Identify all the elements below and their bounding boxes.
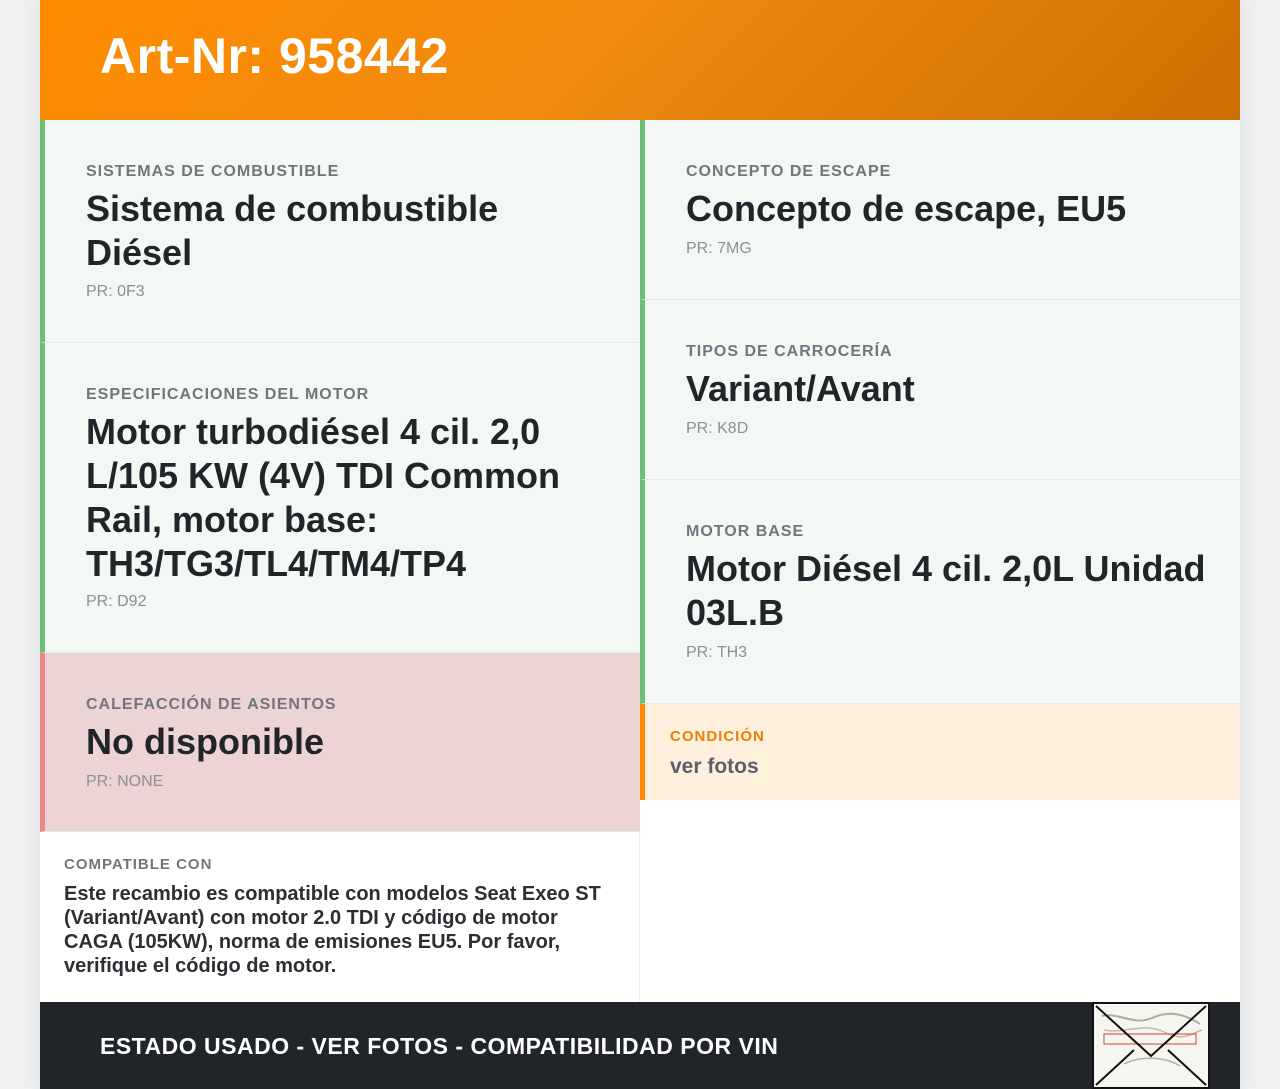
card-body-types bbox=[640, 300, 1240, 480]
card-pr-code: PR: 7MG bbox=[686, 240, 752, 257]
card-value: Motor turbodiésel 4 cil. 2,0 L/105 KW (4V) TDI Common Rail, motor base: TH3/TG3/TL4/TM4/TP4 bbox=[86, 411, 561, 584]
card-value: Concepto de escape, EU5 bbox=[686, 188, 1127, 229]
card-seat-heating bbox=[40, 653, 640, 832]
article-number-title: Art-Nr: 958442 bbox=[100, 28, 449, 84]
card-label: CONCEPTO DE ESCAPE bbox=[686, 163, 892, 180]
card-engine-specs bbox=[40, 343, 640, 653]
card-value: Variant/Avant bbox=[686, 368, 915, 409]
card-label: SISTEMAS DE COMBUSTIBLE bbox=[86, 163, 340, 180]
card-pr-code: PR: D92 bbox=[86, 593, 147, 610]
card-label: ESPECIFICACIONES DEL MOTOR bbox=[86, 386, 370, 403]
condition-value: ver fotos bbox=[670, 755, 759, 778]
header-bar bbox=[40, 0, 1240, 120]
condition-label: CONDICIÓN bbox=[670, 728, 765, 745]
envelope-photo-icon bbox=[1094, 1004, 1208, 1087]
envelope-photo-thumbnail-icon[interactable] bbox=[1092, 1002, 1210, 1089]
card-pr-code: PR: K8D bbox=[686, 420, 749, 437]
card-pr-code: PR: 0F3 bbox=[86, 283, 145, 300]
card-label: CALEFACCIÓN DE ASIENTOS bbox=[86, 696, 337, 713]
compatibility-section bbox=[40, 832, 640, 1002]
card-exhaust-concept bbox=[640, 120, 1240, 300]
footer-bar bbox=[40, 1002, 1240, 1089]
card-pr-code: PR: TH3 bbox=[686, 644, 748, 661]
product-sheet bbox=[40, 0, 1240, 1089]
card-base-engine bbox=[640, 480, 1240, 704]
card-fuel-system bbox=[40, 120, 640, 343]
card-pr-code: PR: NONE bbox=[86, 773, 164, 790]
card-value: Motor Diésel 4 cil. 2,0L Unidad 03L.B bbox=[686, 548, 1206, 633]
compatibility-text: Este recambio es compatible con modelos Seat Exeo ST (Variant/Avant) con motor 2.0 TDI y código de motor CAGA (105KW), norma de emisiones EU5. Por favor, verifique el código de motor. bbox=[64, 883, 601, 977]
card-label: TIPOS DE CARROCERÍA bbox=[686, 343, 893, 360]
condition-box bbox=[640, 704, 1240, 800]
card-value: Sistema de combustible Diésel bbox=[86, 188, 499, 273]
compatibility-label: COMPATIBLE CON bbox=[64, 856, 213, 873]
card-value: No disponible bbox=[86, 721, 324, 762]
footer-text: ESTADO USADO - VER FOTOS - COMPATIBILIDAD POR VIN bbox=[100, 1033, 779, 1059]
card-label: MOTOR BASE bbox=[686, 523, 805, 540]
